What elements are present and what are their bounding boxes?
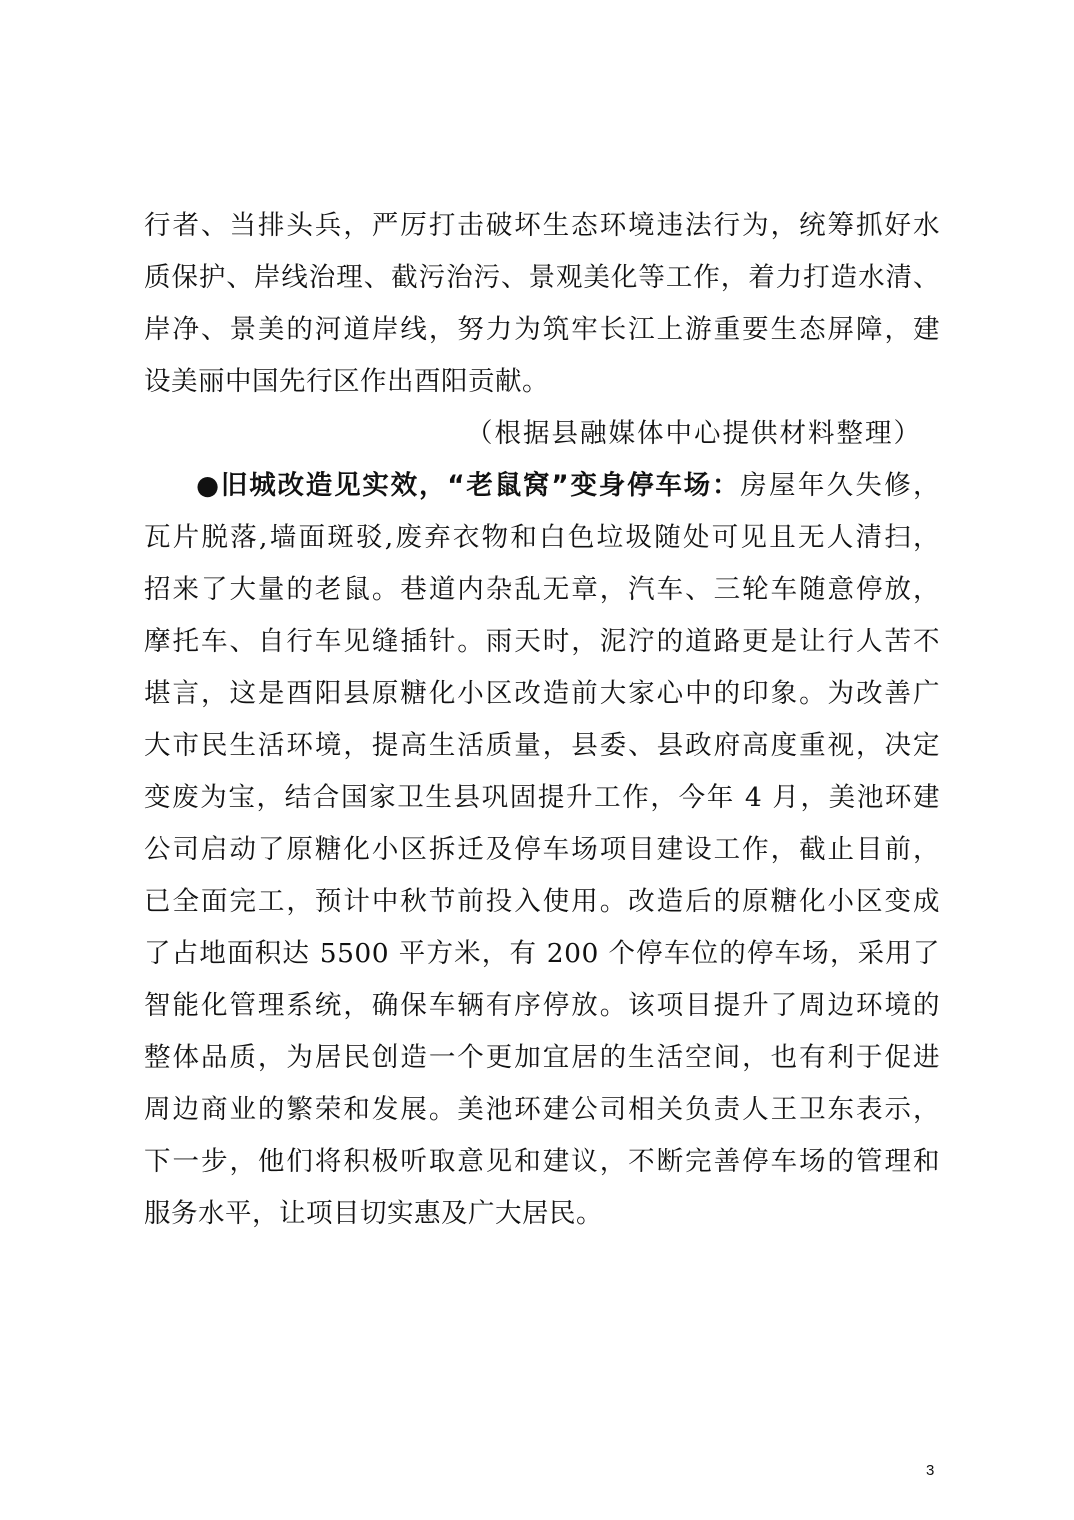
text-line: 整体品质，为居民创造一个更加宜居的生活空间，也有利于促进 (144, 1042, 940, 1073)
paragraph-continuation (144, 200, 940, 408)
text-line: 周边商业的繁荣和发展。美池环建公司相关负责人王卫东表示， (144, 1094, 940, 1125)
text-line: 质保护、岸线治理、截污治污、景观美化等工作，着力打造水清、 (144, 262, 940, 293)
page-content (144, 200, 940, 1240)
text-line: 摩托车、自行车见缝插针。雨天时，泥泞的道路更是让行人苦不 (144, 626, 940, 657)
text-line: 变废为宝，结合国家卫生县巩固提升工作，今年 4 月，美池环建 (144, 782, 940, 813)
text-line: 行者、当排头兵，严厉打击破坏生态环境违法行为，统筹抓好水 (144, 210, 940, 241)
text-line: 服务水平，让项目切实惠及广大居民。 (144, 1198, 603, 1229)
text-line: 大市民生活环境，提高生活质量，县委、县政府高度重视，决定 (144, 730, 940, 761)
text-line: 招来了大量的老鼠。巷道内杂乱无章，汽车、三轮车随意停放， (144, 574, 940, 605)
item-heading-continuation: 房屋年久失修， (740, 470, 940, 501)
text-line: 智能化管理系统，确保车辆有序停放。该项目提升了周边环境的 (144, 990, 940, 1021)
text-line: 堪言，这是酉阳县原糖化小区改造前大家心中的印象。为改善广 (144, 678, 940, 709)
item-heading: ●旧城改造见实效，“老鼠窝”变身停车场： (196, 470, 741, 501)
text-line: 瓦片脱落,墙面斑驳,废弃衣物和白色垃圾随处可见且无人清扫， (144, 522, 940, 553)
text-line: 了占地面积达 5500 平方米，有 200 个停车位的停车场，采用了 (144, 938, 940, 969)
source-note: （根据县融媒体中心提供材料整理） (466, 418, 922, 449)
text-line: 下一步，他们将积极听取意见和建议，不断完善停车场的管理和 (144, 1146, 940, 1177)
text-line: 岸净、景美的河道岸线，努力为筑牢长江上游重要生态屏障，建 (144, 314, 940, 345)
text-line: 公司启动了原糖化小区拆迁及停车场项目建设工作，截止目前， (144, 834, 940, 865)
text-line: 设美丽中国先行区作出酉阳贡献。 (144, 366, 549, 397)
page-number: 3 (926, 1462, 935, 1479)
news-item-old-town-renovation (144, 460, 940, 1240)
item-first-line (144, 460, 940, 512)
text-line: 已全面完工，预计中秋节前投入使用。改造后的原糖化小区变成 (144, 886, 940, 917)
